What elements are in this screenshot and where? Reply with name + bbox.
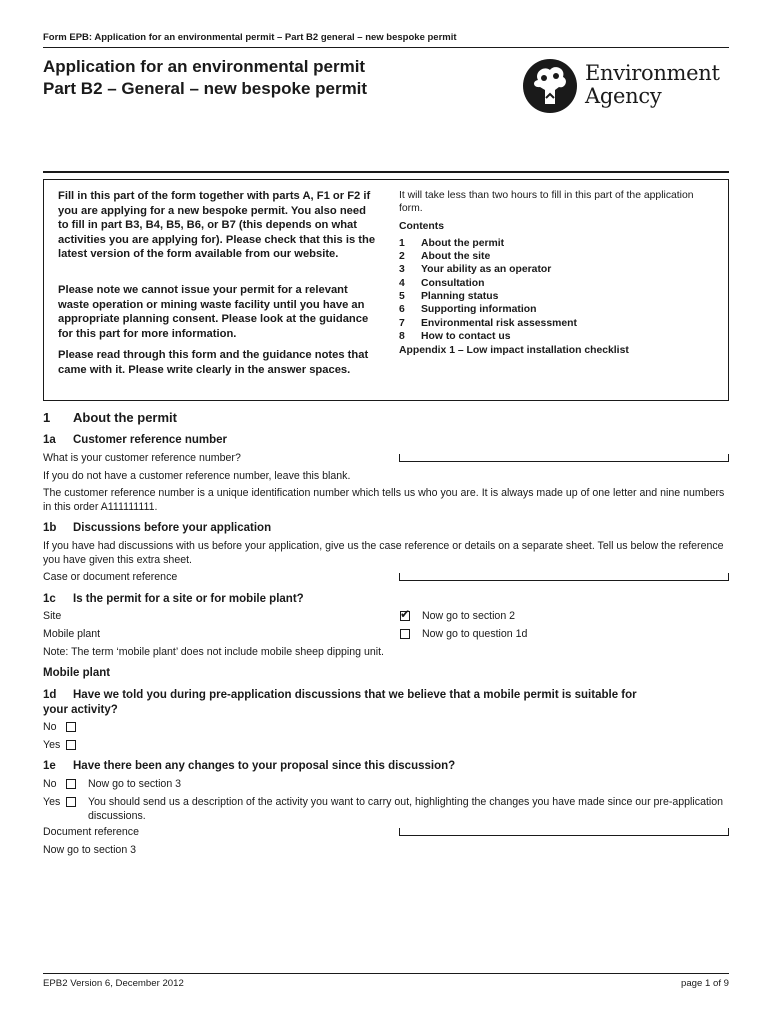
intro-time-estimate: It will take less than two hours to fill in this part of the application form. <box>399 190 694 215</box>
page-title-line2: Part B2 – General – new bespoke permit <box>43 79 368 98</box>
intro-paragraph-2: Please note we cannot issue your permit for a relevant waste operation or mining waste facility until you have an appropriate planning consent. Please look at the guidance for this part for more information. <box>58 284 369 340</box>
footer-page-number: page 1 of 9 <box>680 978 729 989</box>
section-1-heading: 1 About the permit <box>43 410 177 425</box>
environment-agency-logo-icon <box>520 56 580 116</box>
footer-version: EPB2 Version 6, December 2012 <box>43 978 184 989</box>
question-1d-no-label: No <box>43 721 57 733</box>
question-1d-yes-checkbox[interactable] <box>66 740 76 750</box>
mobile-plant-heading: Mobile plant <box>43 667 111 679</box>
contents-item[interactable]: 3 Your ability as an operator <box>399 264 552 275</box>
contents-appendix[interactable]: Appendix 1 – Low impact installation checklist <box>399 345 629 356</box>
checkmark-icon: ✔ <box>400 607 411 621</box>
question-1e-yes-text: You should send us a description of the activity you want to carry out, highlighting the changes you have made since our pre-application discussions. <box>88 796 724 823</box>
question-1a-heading: 1a Customer reference number <box>43 434 228 446</box>
question-1d-heading: 1d Have we told you during pre-application discussions that we believe that a mobile permit is suitable for <box>43 689 637 701</box>
contents-item[interactable]: 5 Planning status <box>399 291 499 302</box>
option-mobile-label: Mobile plant <box>43 628 101 640</box>
question-1e-yes-label: Yes <box>43 796 61 808</box>
contents-item[interactable]: 1 About the permit <box>399 238 505 249</box>
option-site-goto: Now go to section 2 <box>422 610 516 622</box>
question-1d-heading-cont: your activity? <box>43 704 118 716</box>
form-identifier: Form EPB: Application for an environmental permit – Part B2 general – new bespoke permit <box>43 32 457 43</box>
page-title-line1: Application for an environmental permit <box>43 57 366 76</box>
contents-item[interactable]: 4 Consultation <box>399 278 485 289</box>
contents-item[interactable]: 2 About the site <box>399 251 491 262</box>
question-1e-no-checkbox[interactable] <box>66 779 76 789</box>
question-1a-note-1: If you do not have a customer reference number, leave this blank. <box>43 470 351 482</box>
contents-item[interactable]: 8 How to contact us <box>399 331 511 342</box>
question-1b-text: If you have had discussions with us before your application, give us the case reference or details on a separate sheet. Tell us below the reference you have given this extra sheet. <box>43 540 724 567</box>
contents-item[interactable]: 7 Environmental risk assessment <box>399 318 577 329</box>
question-1e-heading: 1e Have there been any changes to your proposal since this discussion? <box>43 760 456 772</box>
contents-item[interactable]: 6 Supporting information <box>399 304 537 315</box>
document-reference-label: Document reference <box>43 826 139 838</box>
title-rule <box>43 171 729 173</box>
header-rule <box>43 47 729 48</box>
question-1c-note: Note: The term ‘mobile plant’ does not include mobile sheep dipping unit. <box>43 646 384 658</box>
mobile-plant-checkbox[interactable] <box>400 629 410 639</box>
case-reference-label: Case or document reference <box>43 571 178 583</box>
question-1e-goto: Now go to section 3 <box>43 844 137 856</box>
logo-text-line2: Agency <box>585 84 662 108</box>
option-mobile-goto: Now go to question 1d <box>422 628 528 640</box>
question-1e-no-goto: Now go to section 3 <box>88 778 182 790</box>
option-site-label: Site <box>43 610 62 622</box>
case-reference-input[interactable] <box>399 574 729 581</box>
document-reference-input[interactable] <box>399 829 729 836</box>
question-1e-yes-checkbox[interactable] <box>66 797 76 807</box>
site-checkbox[interactable] <box>400 607 411 621</box>
logo-text-line1: Environment <box>585 61 720 85</box>
contents-heading: Contents <box>399 221 445 232</box>
question-1a-note-2: The customer reference number is a unique identification number which tells us who you are. It is always made up of one letter and nine numbers in this order A111111111. <box>43 487 725 514</box>
question-1b-heading: 1b Discussions before your application <box>43 522 272 534</box>
question-1d-yes-label: Yes <box>43 739 61 751</box>
question-1c-heading: 1c Is the permit for a site or for mobile plant? <box>43 593 304 605</box>
customer-reference-input[interactable] <box>399 455 729 462</box>
intro-paragraph-3: Please read through this form and the guidance notes that came with it. Please write clearly in the answer spaces. <box>58 349 369 376</box>
footer-rule <box>43 973 729 974</box>
question-1e-no-label: No <box>43 778 57 790</box>
question-1d-no-checkbox[interactable] <box>66 722 76 732</box>
intro-paragraph-1: Fill in this part of the form together with parts A, F1 or F2 if you are applying for a new bespoke permit. You also need to fill in part B3, B4, B5, B6, or B7 (this depends on what activities you are applying for). Please check that this is the latest version of the form available from our website. <box>58 190 376 261</box>
question-1a-label: What is your customer reference number? <box>43 452 241 464</box>
